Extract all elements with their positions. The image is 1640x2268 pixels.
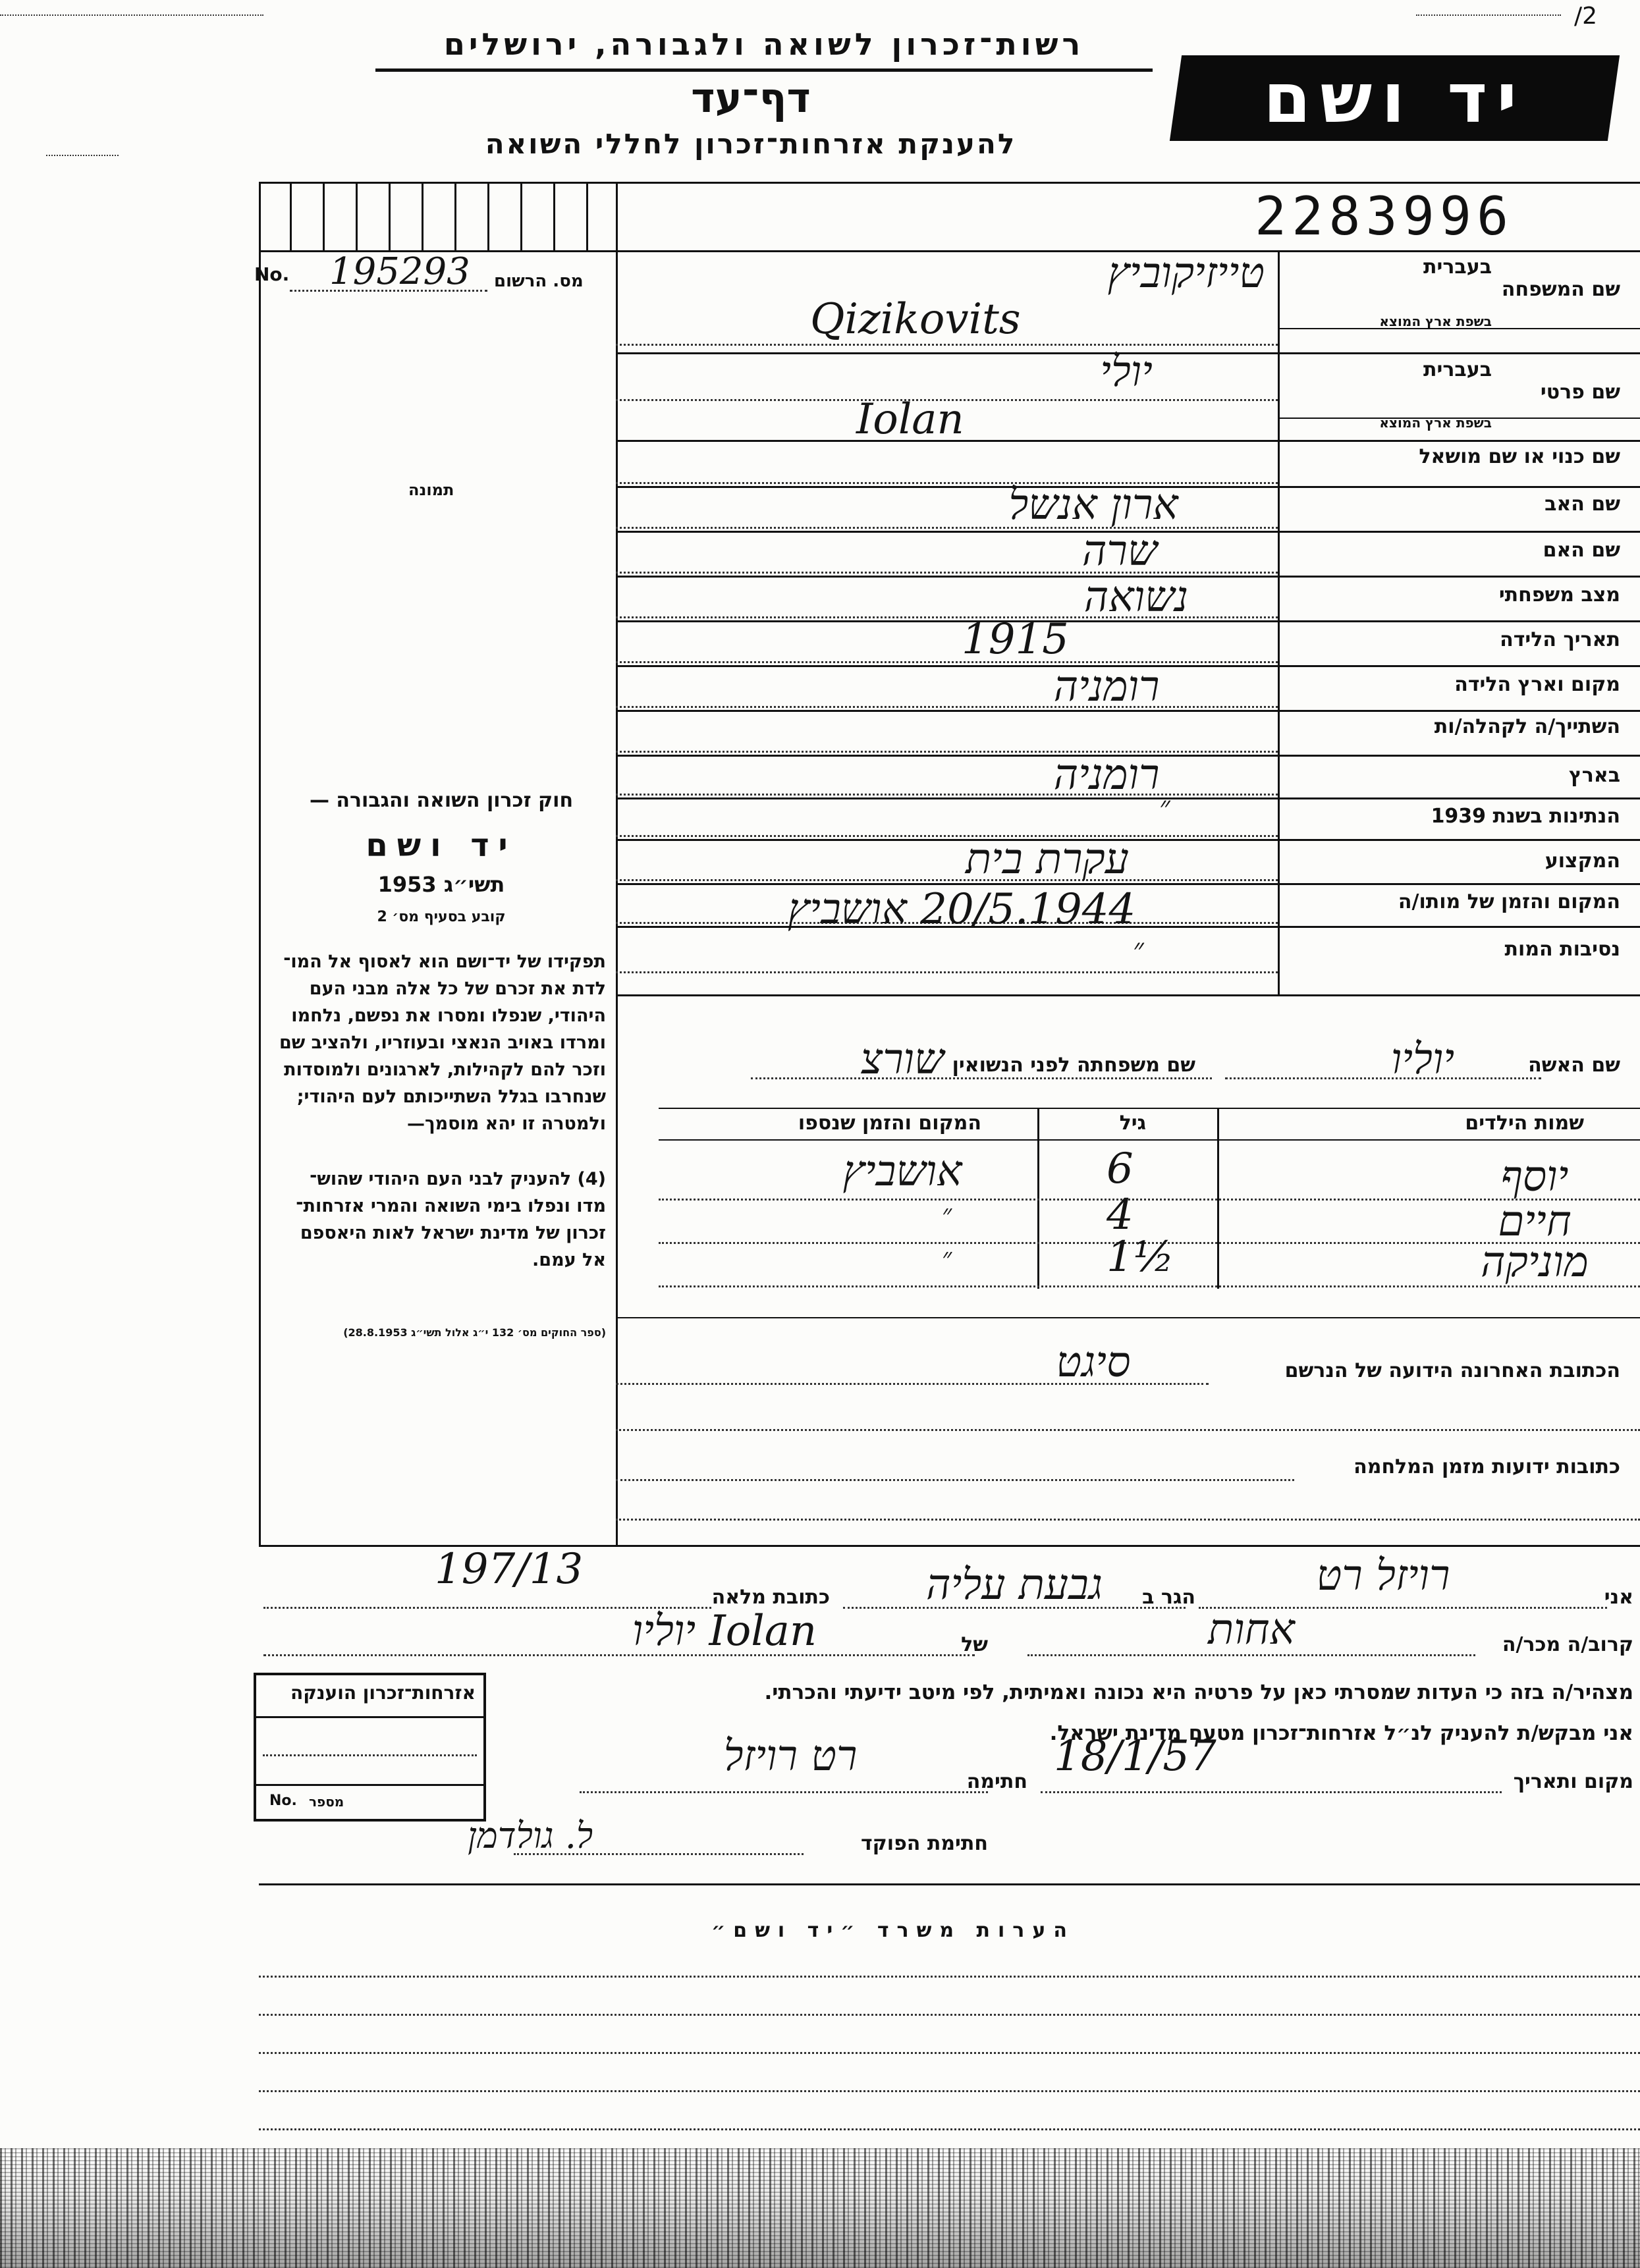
child-age: 6 xyxy=(1107,1145,1134,1193)
registration-no-value: 195293 xyxy=(329,250,470,293)
place-date-value: 18/1/57 xyxy=(1054,1732,1216,1781)
death-label: המקום והזמן של מותו/ה xyxy=(1398,890,1620,913)
birth-place-value: רומניה xyxy=(1053,662,1160,711)
law-line: מדו ונפלו בימי השואה והמרי אזרחות־ xyxy=(296,1196,606,1216)
grant-box-separator xyxy=(256,1784,483,1786)
profession-value: עקרת בית xyxy=(966,835,1129,884)
remarks-line xyxy=(259,2052,1640,2054)
top-cell-divider xyxy=(553,182,555,250)
child-name: יוסף xyxy=(1500,1152,1569,1201)
children-table-top xyxy=(659,1108,1640,1109)
remarks-line xyxy=(259,2090,1640,2092)
address-value: 197/13 xyxy=(435,1545,584,1594)
registration-label: מס. הרשום xyxy=(494,271,584,291)
citizenship-value: ״ xyxy=(1159,790,1170,824)
surname-latin-value: Qizikovits xyxy=(810,295,1021,344)
authority-title: רשות־זכרון לשואה ולגבורה, ירושלים xyxy=(443,26,1085,62)
father-label: שם האב xyxy=(1544,493,1620,516)
frame-top xyxy=(259,182,1640,184)
statement-2: אני מבקש/ת להעניק לנ״ל אזרחות־זכרון מטעם מדינת ישראל. xyxy=(1049,1721,1633,1745)
spouse-label: שם האשה xyxy=(1528,1054,1620,1077)
grant-box-separator xyxy=(256,1716,483,1718)
side-scan-mark xyxy=(46,155,119,156)
child-place: אושביץ xyxy=(842,1147,962,1196)
address-extra-line xyxy=(616,1519,1640,1521)
law-clause: קובע בסעיף מס׳ 2 xyxy=(377,909,506,925)
relation-of-value: יוליו Iolan xyxy=(632,1607,817,1656)
office-remarks-label: הערות משרד ״יד ושם״ xyxy=(711,1919,1075,1942)
logo-text: יד ושם xyxy=(1263,58,1526,138)
signature-line xyxy=(580,1791,988,1793)
child-name: מוניקה xyxy=(1481,1238,1589,1287)
first-name-origin-label: בשפת ארץ המוצא xyxy=(1379,415,1492,431)
country-value: רומניה xyxy=(1053,751,1160,799)
law-line: שנחרבו בגלל השתייכותם לעם היהודי; xyxy=(296,1087,606,1107)
registration-no-label: No. xyxy=(254,263,290,285)
profession-label: המקצוע xyxy=(1544,850,1620,873)
top-cell-divider xyxy=(389,182,391,250)
place-date-label: מקום ותאריך xyxy=(1513,1770,1633,1793)
residence-label: הגר ב xyxy=(1142,1586,1195,1609)
remarks-line xyxy=(259,2128,1640,2130)
children-place-header: המקום והזמן שנספו xyxy=(798,1112,981,1135)
first-name-hebrew-value: יולי xyxy=(1100,348,1153,396)
law-name: יד ושם xyxy=(366,827,517,864)
spouse-maiden-label: שם משפחתה לפני הנשואין xyxy=(952,1054,1195,1077)
country-label: בארץ xyxy=(1568,764,1620,787)
spouse-maiden-value: שורצ xyxy=(860,1035,944,1084)
first-name-hebrew-label: בעברית xyxy=(1423,358,1492,381)
relation-value: אחות xyxy=(1208,1606,1295,1654)
mother-label: שם האם xyxy=(1543,539,1620,562)
top-cell-divider xyxy=(520,182,522,250)
place-date-line xyxy=(1041,1791,1502,1793)
law-line: לדת את זכרם של כל אלה מבני העם xyxy=(309,979,606,999)
declarant-value: רויזל רט xyxy=(1316,1552,1450,1600)
law-line: היהודי, שנפלו ומסרו את נפשם, נלחמו xyxy=(291,1006,606,1026)
remarks-line xyxy=(259,2014,1640,2016)
child-age: 4 xyxy=(1107,1191,1134,1239)
grant-box-title: אזרחות־זכרון הוענקה xyxy=(290,1682,476,1704)
signature-value: רט רויזל xyxy=(723,1732,858,1781)
surname-hebrew-value: טייזיקוביץ xyxy=(1107,249,1265,298)
statement-1: מצהיר/ה בזה כי העדות שמסרתי כאן על פרטיה היא נכונה ואמיתית, לפי מיטב ידיעתי והכרתי. xyxy=(764,1681,1633,1704)
top-cell-divider xyxy=(323,182,325,250)
surname-hebrew-label: בעברית xyxy=(1423,256,1492,279)
declarant-label: אני xyxy=(1604,1586,1633,1609)
row-line xyxy=(616,971,1278,973)
surname-label: שם המשפחה xyxy=(1501,278,1620,301)
corner-mark: /2 xyxy=(1574,3,1598,30)
spouse-value: יוליו xyxy=(1390,1035,1455,1084)
relation-line xyxy=(1027,1654,1475,1656)
relation-of-label: של xyxy=(961,1633,988,1656)
frame-divider xyxy=(616,182,618,1545)
residence-value: גבעת עליה xyxy=(926,1561,1103,1609)
document-subtitle: להענקת אזרחות־זכרון לחללי השואה xyxy=(485,128,1017,160)
child-place: ״ xyxy=(942,1199,952,1229)
first-name-label: שם פרטי xyxy=(1540,381,1620,404)
authority-underline xyxy=(375,68,1153,72)
top-cell-divider xyxy=(422,182,424,250)
law-heading: חוק זכרון השואה והגבורה — xyxy=(309,789,574,812)
birth-date-label: תאריך הלידה xyxy=(1500,628,1620,651)
law-line: ולמטרה זו יהא מוסמך— xyxy=(406,1114,606,1134)
cause-value: ״ xyxy=(1133,932,1144,966)
grant-box-number-label: מספר xyxy=(309,1794,344,1810)
community-label: השתייך/ה לקהלה/ות xyxy=(1434,715,1620,738)
top-cell-divider xyxy=(586,182,588,250)
cause-label: נסיבות המות xyxy=(1504,938,1620,961)
law-line: אל עמם. xyxy=(532,1250,606,1270)
photo-label: תמונה xyxy=(408,481,454,499)
address-label: כתובת מלאה xyxy=(711,1586,830,1609)
document-title: דף־עד xyxy=(691,74,811,122)
children-header-line xyxy=(659,1139,1640,1141)
signature-label: חתימה xyxy=(966,1770,1027,1793)
grant-box-line xyxy=(263,1754,477,1756)
row-line xyxy=(616,440,1640,442)
officer-label: חתימת הפוקד xyxy=(861,1832,988,1855)
law-line: תפקידו של יד־ושם הוא לאסוף אל המו־ xyxy=(283,952,606,972)
document-number: 2283996 xyxy=(1255,186,1514,247)
officer-signature: ל. גולדמן xyxy=(468,1815,593,1856)
law-paragraph-2 xyxy=(263,1166,606,1274)
birth-place-label: מקום וארץ הלידה xyxy=(1454,673,1620,696)
top-cell-divider xyxy=(290,182,292,250)
row-line xyxy=(616,994,1640,996)
war-address-label: כתובות ידועות מזמן המלחמה xyxy=(1353,1455,1620,1478)
marital-value: נשואה xyxy=(1083,573,1189,622)
row-line xyxy=(616,344,1278,346)
yad-vashem-logo xyxy=(1170,55,1620,141)
citizenship-label: הנתינות בשנת 1939 xyxy=(1431,805,1620,828)
top-left-scan-mark xyxy=(0,14,263,16)
address-extra-line xyxy=(616,1429,1640,1431)
law-footnote: (ספר החוקים מס׳ 132 י״ג אלול תשי״ג 28.8.1953) xyxy=(343,1326,606,1339)
death-value: 20/5.1944 אושביץ xyxy=(787,885,1136,934)
child-place: ״ xyxy=(942,1243,952,1273)
last-address-label: הכתובת האחרונה הידועה של הנרשם xyxy=(1284,1359,1620,1382)
child-name: חיים xyxy=(1498,1197,1572,1246)
law-line: זכרון של מדינת ישראל לאות היאספם xyxy=(300,1223,606,1243)
relation-label: קרוב/ה מכר/ה xyxy=(1502,1633,1633,1656)
child-age: 1½ xyxy=(1107,1233,1174,1282)
top-cell-divider xyxy=(487,182,489,250)
birth-date-value: 1915 xyxy=(962,615,1069,664)
first-name-latin-value: Iolan xyxy=(856,395,964,444)
law-line: (4) להעניק לבני העם היהודי שהוש־ xyxy=(310,1169,606,1189)
last-address-value: סיגט xyxy=(1056,1338,1131,1387)
top-cell-divider xyxy=(356,182,358,250)
address-block-top xyxy=(616,1317,1640,1318)
father-value: ארון אנשל xyxy=(1008,481,1178,529)
law-line: ומרדו באויב הנאצי ובעוזריו, ולהציב שם xyxy=(279,1033,606,1053)
law-year: תשי״ג 1953 xyxy=(377,872,505,897)
nickname-label: שם כנוי או שם מושאל xyxy=(1419,445,1620,468)
law-line: וזכר להם לקהילות, לארגונים ולמוסדות xyxy=(284,1060,606,1080)
surname-origin-label: בשפת ארץ המוצא xyxy=(1379,313,1492,329)
remarks-top xyxy=(259,1883,1640,1885)
top-right-scan-mark xyxy=(1416,14,1561,16)
law-paragraph-1 xyxy=(263,948,606,1137)
frame-left xyxy=(259,182,261,1545)
top-cell-divider xyxy=(454,182,456,250)
children-age-header: גיל xyxy=(1119,1112,1146,1135)
grant-box xyxy=(254,1673,486,1822)
war-address-line xyxy=(616,1479,1294,1481)
marital-label: מצב משפחתי xyxy=(1498,583,1620,607)
children-names-header: שמות הילדים xyxy=(1465,1112,1584,1135)
scan-noise xyxy=(0,2148,1640,2268)
mother-value: שרה xyxy=(1081,527,1158,576)
grant-box-no: No. xyxy=(269,1793,297,1809)
remarks-line xyxy=(259,1976,1640,1978)
